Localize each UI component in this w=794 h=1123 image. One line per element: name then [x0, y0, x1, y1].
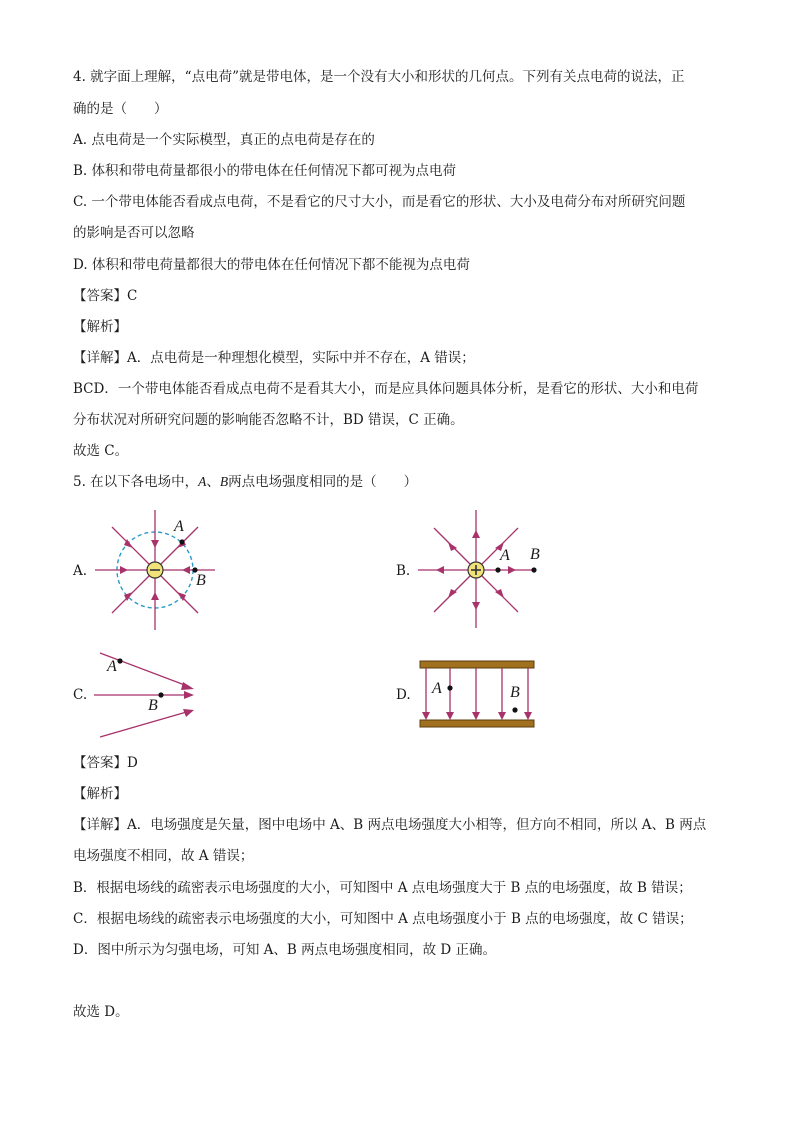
figure-a-negative-charge-field [90, 508, 230, 636]
q5-detail-a-line-1: 【详解】A．电场强度是矢量，图中电场中 A、B 两点电场强度大小相等，但方向不相同，所以 A、B 两点 [73, 817, 707, 833]
point-a-dot [495, 567, 500, 572]
q4-answer [73, 287, 137, 305]
point-b-dot [531, 567, 536, 572]
q4-option-d: D. 体积和带电荷量都很大的带电体在任何情况下都不能视为点电荷 [73, 257, 470, 273]
bottom-plate [420, 720, 534, 727]
q4-option-b: B. 体积和带电荷量都很小的带电体在任何情况下都可视为点电荷 [73, 163, 457, 179]
q4-detail-line-2: BCD．一个带电体能否看成点电荷不是看其大小，而是应具体问题具体分析，是看它的形状、大小和电荷 [73, 381, 699, 397]
point-b-dot [158, 692, 163, 697]
q5-conclusion: 故选 D。 [73, 1004, 129, 1020]
q5-detail-a-line-2: 电场强度不相同，故 A 错误； [73, 848, 254, 864]
fig-b-label: B. [396, 563, 411, 579]
q4-conclusion: 故选 C。 [73, 443, 129, 459]
answer-value: D [127, 755, 138, 771]
field-arrows-c [181, 682, 194, 717]
q5-answer [73, 754, 138, 772]
answer-tag: 【答案】 [73, 755, 127, 771]
field-arrows-d [422, 712, 532, 720]
fig-b-point-a: A [500, 547, 510, 564]
q4-stem-line-1: 4. 就字面上理解，“点电荷”就是带电体，是一个没有大小和形状的几何点。下列有关点电荷的说法，正 [73, 69, 685, 85]
q4-option-a: A. 点电荷是一个实际模型，真正的点电荷是存在的 [73, 132, 375, 148]
answer-value: C [127, 288, 138, 304]
point-b-dot [512, 707, 517, 712]
q4-stem-line-2: 确的是（ ） [73, 101, 168, 117]
fig-d-label: D. [396, 687, 411, 703]
fig-c-point-a: A [107, 658, 117, 675]
q5-detail-c: C．根据电场线的疏密表示电场强度的大小，可知图中 A 点电场强度小于 B 点的电场强度，故 C 错误； [73, 911, 693, 927]
fig-c-label: C. [73, 687, 88, 703]
q5-detail-b: B．根据电场线的疏密表示电场强度的大小，可知图中 A 点电场强度大于 B 点的电场强度，故 B 错误； [73, 880, 692, 896]
point-a-dot [447, 685, 452, 690]
fig-a-point-b: B [196, 572, 206, 589]
point-a-dot [179, 539, 184, 544]
fig-a-point-a: A [174, 518, 184, 535]
answer-tag: 【答案】 [73, 288, 127, 304]
fig-c-point-b: B [148, 697, 158, 714]
fig-b-point-b: B [530, 546, 540, 563]
q4-option-c-line-2: 的影响是否可以忽略 [73, 225, 195, 241]
fig-d-point-a: A [432, 680, 442, 697]
q4-detail-line-1: 【详解】A．点电荷是一种理想化模型，实际中并不存在，A 错误； [73, 350, 475, 366]
point-a-dot [117, 658, 122, 663]
q4-analysis-tag: 【解析】 [73, 319, 127, 335]
q5-detail-d: D．图中所示为匀强电场，可知 A、B 两点电场强度相同，故 D 正确。 [73, 942, 496, 958]
q5-analysis-tag: 【解析】 [73, 786, 127, 802]
q5-stem: 5. 在以下各电场中，A、B两点电场强度相同的是（ ） [73, 474, 418, 490]
top-plate [420, 661, 534, 668]
fig-a-label: A. [73, 563, 88, 579]
q4-detail-line-3: 分布状况对所研究问题的影响能否忽略不计，BD 错误，C 正确。 [73, 412, 464, 428]
fig-d-point-b: B [510, 684, 520, 701]
figure-b-positive-charge-field [416, 508, 556, 632]
q4-option-c-line-1: C. 一个带电体能否看成点电荷，不是看它的尺寸大小，而是看它的形状、大小及电荷分布对所研究问题 [73, 194, 686, 210]
